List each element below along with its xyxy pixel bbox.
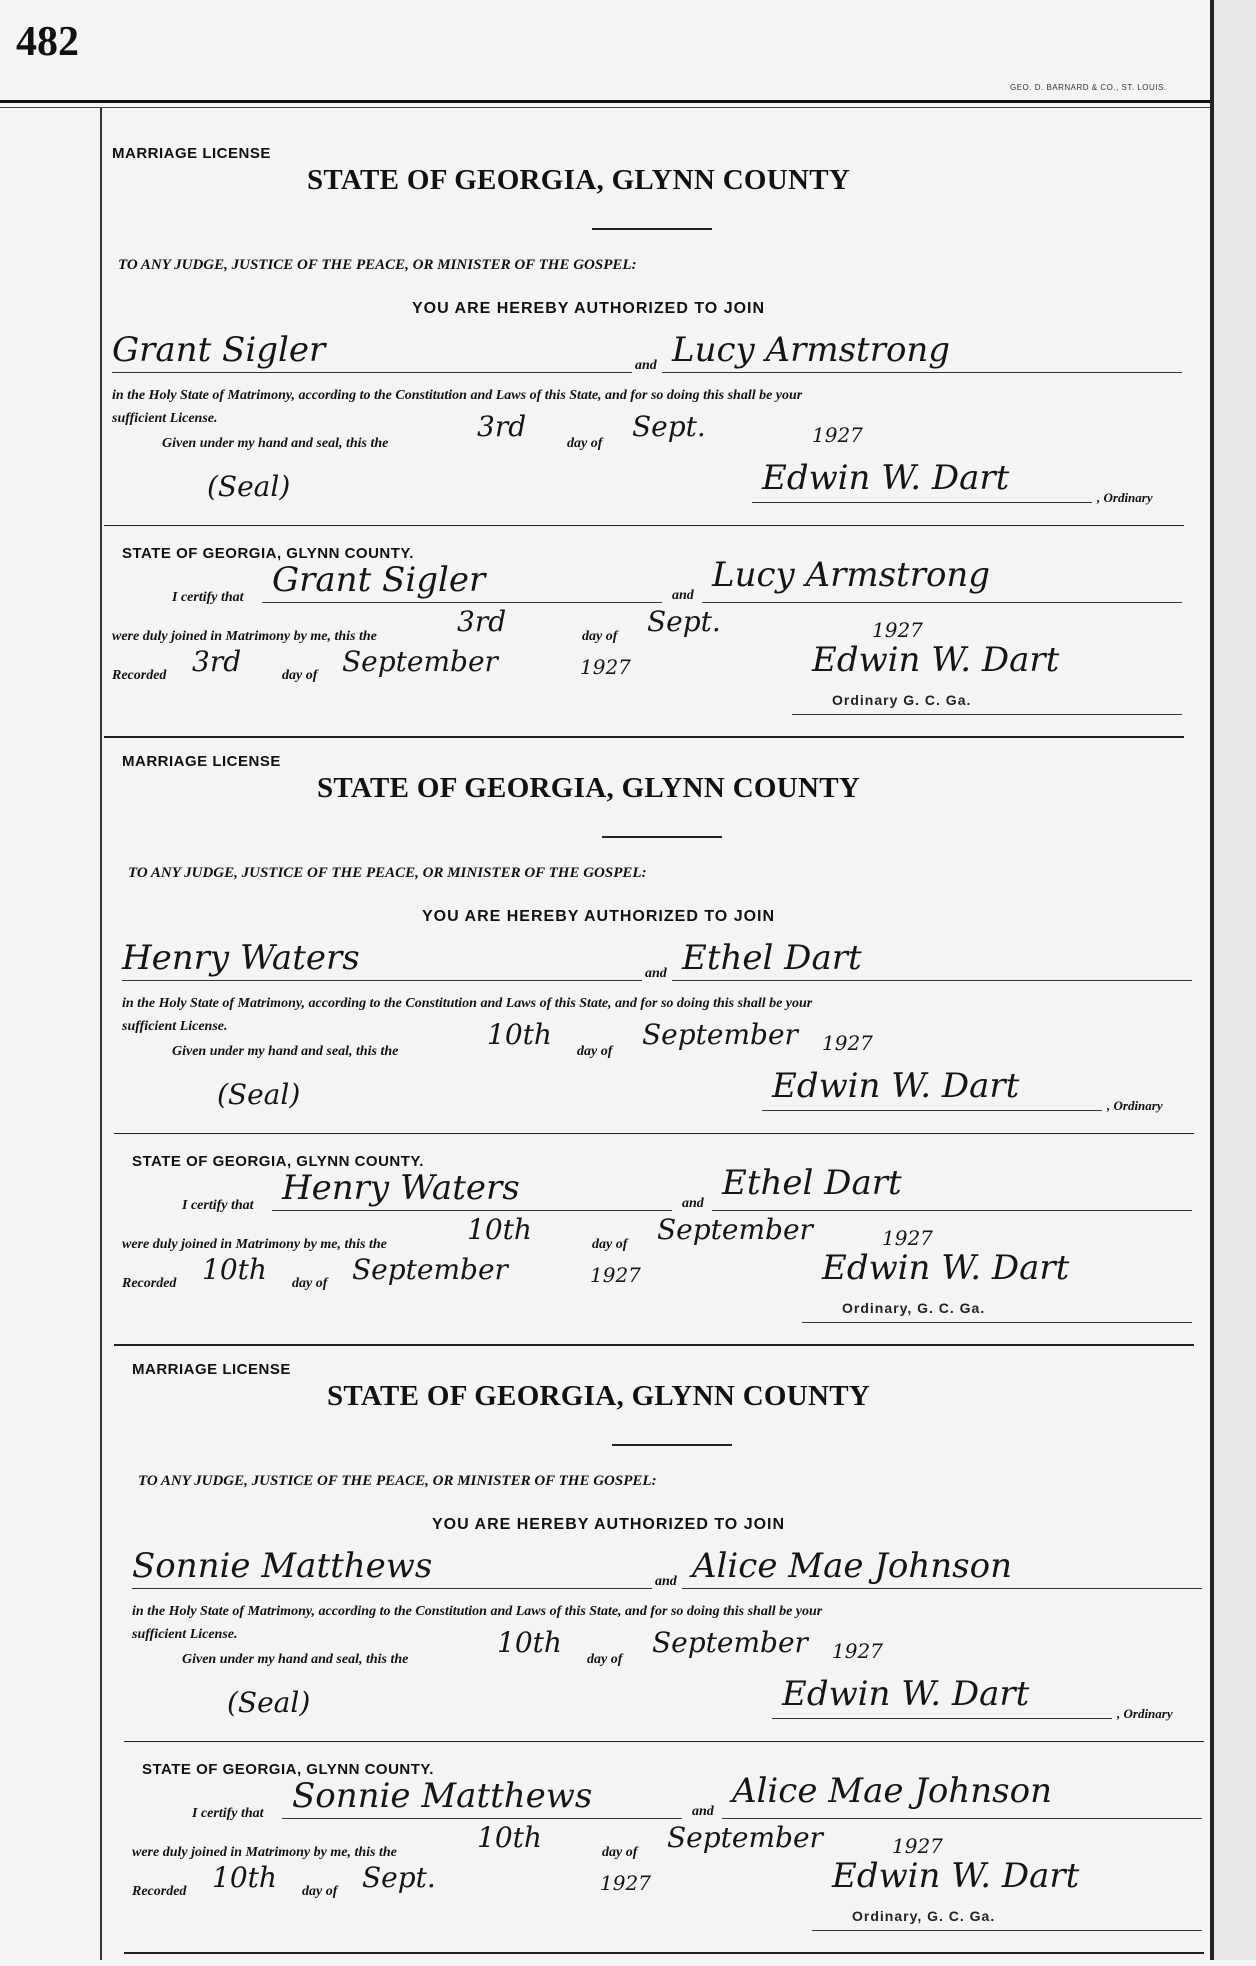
given-year: 1927 — [832, 1639, 883, 1663]
cert-bride-line — [722, 1818, 1202, 1819]
cert-and-label: and — [672, 588, 694, 603]
cert-groom-line — [282, 1818, 682, 1819]
cert-month: Sept. — [647, 605, 721, 638]
top-rule-thin — [0, 107, 1210, 108]
authorization-line: YOU ARE HEREBY AUTHORIZED TO JOIN — [422, 908, 776, 925]
cert-bride-name: Alice Mae Johnson — [732, 1771, 1052, 1811]
cert-signature: Edwin W. Dart — [812, 640, 1060, 680]
given-day-of: day of — [587, 1652, 623, 1667]
groom-name: Henry Waters — [122, 938, 360, 978]
marriage-license-record-3 — [132, 1356, 1202, 1966]
recorded-day-of: day of — [292, 1276, 328, 1291]
signature-line — [772, 1718, 1112, 1719]
section-rule — [114, 1133, 1194, 1134]
sufficient-license: sufficient License. — [132, 1627, 238, 1642]
and-label: and — [655, 1574, 677, 1589]
and-label: and — [635, 358, 657, 373]
seal: (Seal) — [207, 470, 291, 503]
signature-line — [762, 1110, 1102, 1111]
cert-year: 1927 — [882, 1226, 933, 1250]
recorded-label: Recorded — [122, 1276, 177, 1291]
page-number: 482 — [16, 19, 79, 65]
ordinary-label: , Ordinary — [1107, 1098, 1163, 1113]
bride-line — [672, 980, 1192, 981]
cert-month: September — [667, 1821, 823, 1854]
sufficient-license: sufficient License. — [122, 1019, 228, 1034]
section-rule — [124, 1741, 1204, 1742]
joined-text: were duly joined in Matrimony by me, this the — [112, 629, 377, 644]
sufficient-license: sufficient License. — [112, 411, 218, 426]
recorded-day: 3rd — [192, 645, 242, 678]
cert-groom-name: Henry Waters — [282, 1168, 520, 1208]
matrimony-text: in the Holy State of Matrimony, according to the Constitution and Laws of this State, and for so doing this shall be your — [112, 388, 803, 403]
groom-line — [112, 372, 632, 373]
ordinary-label: , Ordinary — [1097, 490, 1153, 505]
title-underline — [602, 836, 722, 838]
title-underline — [612, 1444, 732, 1446]
signature-line — [752, 502, 1092, 503]
salutation: TO ANY JUDGE, JUSTICE OF THE PEACE, OR MINISTER OF THE GOSPEL: — [138, 1473, 657, 1489]
cert-signature-line — [792, 714, 1182, 715]
cert-and-label: and — [682, 1196, 704, 1211]
left-margin-rule — [100, 108, 102, 1960]
recorded-month: September — [352, 1253, 508, 1286]
recorded-month: Sept. — [362, 1861, 436, 1894]
seal: (Seal) — [227, 1686, 311, 1719]
license-header: MARRIAGE LICENSE — [112, 145, 271, 162]
block-bottom-rule — [104, 736, 1184, 738]
license-title: STATE OF GEORGIA, GLYNN COUNTY — [307, 164, 851, 196]
given-day-of: day of — [577, 1044, 613, 1059]
given-month: September — [642, 1018, 798, 1051]
license-header: MARRIAGE LICENSE — [122, 753, 281, 770]
cert-groom-line — [262, 602, 662, 603]
given-year: 1927 — [812, 423, 863, 447]
bride-name: Ethel Dart — [682, 938, 862, 978]
matrimony-text: in the Holy State of Matrimony, according to the Constitution and Laws of this State, and for so doing this shall be your — [122, 996, 813, 1011]
cert-ordinary-title: Ordinary, G. C. Ga. — [852, 1908, 996, 1924]
recorded-day-of: day of — [282, 668, 318, 683]
ordinary-label: , Ordinary — [1117, 1706, 1173, 1721]
title-underline — [592, 228, 712, 230]
marriage-license-record-2 — [122, 748, 1192, 1358]
cert-signature-line — [802, 1322, 1192, 1323]
groom-name: Sonnie Matthews — [132, 1546, 433, 1586]
cert-ordinary-title: Ordinary, G. C. Ga. — [842, 1300, 986, 1316]
cert-year: 1927 — [872, 618, 923, 642]
cert-ordinary-title: Ordinary G. C. Ga. — [832, 692, 972, 708]
bride-line — [682, 1588, 1202, 1589]
recorded-label: Recorded — [112, 668, 167, 683]
block-bottom-rule — [114, 1344, 1194, 1346]
cert-year: 1927 — [892, 1834, 943, 1858]
given-month: Sept. — [632, 410, 706, 443]
recorded-day-of: day of — [302, 1884, 338, 1899]
given-text: Given under my hand and seal, this the — [172, 1044, 399, 1059]
ordinary-signature: Edwin W. Dart — [772, 1066, 1020, 1106]
authorization-line: YOU ARE HEREBY AUTHORIZED TO JOIN — [432, 1516, 786, 1533]
binding-edge — [1210, 0, 1256, 1960]
given-day-of: day of — [567, 436, 603, 451]
cert-day-of: day of — [602, 1845, 638, 1860]
given-month: September — [652, 1626, 808, 1659]
salutation: TO ANY JUDGE, JUSTICE OF THE PEACE, OR MINISTER OF THE GOSPEL: — [128, 865, 647, 881]
cert-signature: Edwin W. Dart — [822, 1248, 1070, 1288]
recorded-year: 1927 — [600, 1871, 651, 1895]
authorization-line: YOU ARE HEREBY AUTHORIZED TO JOIN — [412, 300, 766, 317]
cert-bride-name: Ethel Dart — [722, 1163, 902, 1203]
license-title: STATE OF GEORGIA, GLYNN COUNTY — [327, 1380, 871, 1412]
marriage-license-record-1 — [112, 140, 1182, 750]
salutation: TO ANY JUDGE, JUSTICE OF THE PEACE, OR MINISTER OF THE GOSPEL: — [118, 257, 637, 273]
bride-name: Alice Mae Johnson — [692, 1546, 1012, 1586]
cert-groom-name: Sonnie Matthews — [292, 1776, 593, 1816]
groom-name: Grant Sigler — [112, 330, 326, 370]
matrimony-text: in the Holy State of Matrimony, according to the Constitution and Laws of this State, and for so doing this shall be your — [132, 1604, 823, 1619]
cert-and-label: and — [692, 1804, 714, 1819]
cert-groom-name: Grant Sigler — [272, 560, 486, 600]
cert-signature-line — [812, 1930, 1202, 1931]
given-day: 10th — [497, 1626, 562, 1659]
block-bottom-rule — [124, 1952, 1204, 1954]
certify-text: I certify that — [172, 590, 244, 605]
given-text: Given under my hand and seal, this the — [162, 436, 389, 451]
top-rule — [0, 100, 1210, 103]
license-header: MARRIAGE LICENSE — [132, 1361, 291, 1378]
cert-bride-line — [712, 1210, 1192, 1211]
certificate-state: STATE OF GEORGIA, GLYNN COUNTY. — [142, 1761, 434, 1778]
ordinary-signature: Edwin W. Dart — [762, 458, 1010, 498]
ordinary-signature: Edwin W. Dart — [782, 1674, 1030, 1714]
joined-text: were duly joined in Matrimony by me, this the — [132, 1845, 397, 1860]
cert-bride-line — [702, 602, 1182, 603]
given-text: Given under my hand and seal, this the — [182, 1652, 409, 1667]
license-title: STATE OF GEORGIA, GLYNN COUNTY — [317, 772, 861, 804]
bride-line — [662, 372, 1182, 373]
section-rule — [104, 525, 1184, 526]
groom-line — [132, 1588, 652, 1589]
bride-name: Lucy Armstrong — [672, 330, 951, 370]
recorded-month: September — [342, 645, 498, 678]
joined-text: were duly joined in Matrimony by me, this the — [122, 1237, 387, 1252]
recorded-day: 10th — [212, 1861, 277, 1894]
certificate-state: STATE OF GEORGIA, GLYNN COUNTY. — [132, 1153, 424, 1170]
given-year: 1927 — [822, 1031, 873, 1055]
recorded-year: 1927 — [590, 1263, 641, 1287]
cert-bride-name: Lucy Armstrong — [712, 555, 991, 595]
given-day: 10th — [487, 1018, 552, 1051]
recorded-label: Recorded — [132, 1884, 187, 1899]
certify-text: I certify that — [192, 1806, 264, 1821]
cert-day: 3rd — [457, 605, 507, 638]
given-day: 3rd — [477, 410, 527, 443]
publisher-imprint: GEO. D. BARNARD & CO., ST. LOUIS. — [1010, 83, 1167, 92]
and-label: and — [645, 966, 667, 981]
cert-day-of: day of — [592, 1237, 628, 1252]
page-edge-line — [1210, 0, 1214, 1960]
certify-text: I certify that — [182, 1198, 254, 1213]
recorded-day: 10th — [202, 1253, 267, 1286]
cert-day: 10th — [477, 1821, 542, 1854]
cert-day-of: day of — [582, 629, 618, 644]
cert-month: September — [657, 1213, 813, 1246]
cert-groom-line — [272, 1210, 672, 1211]
recorded-year: 1927 — [580, 655, 631, 679]
certificate-state: STATE OF GEORGIA, GLYNN COUNTY. — [122, 545, 414, 562]
cert-day: 10th — [467, 1213, 532, 1246]
groom-line — [122, 980, 642, 981]
seal: (Seal) — [217, 1078, 301, 1111]
cert-signature: Edwin W. Dart — [832, 1856, 1080, 1896]
